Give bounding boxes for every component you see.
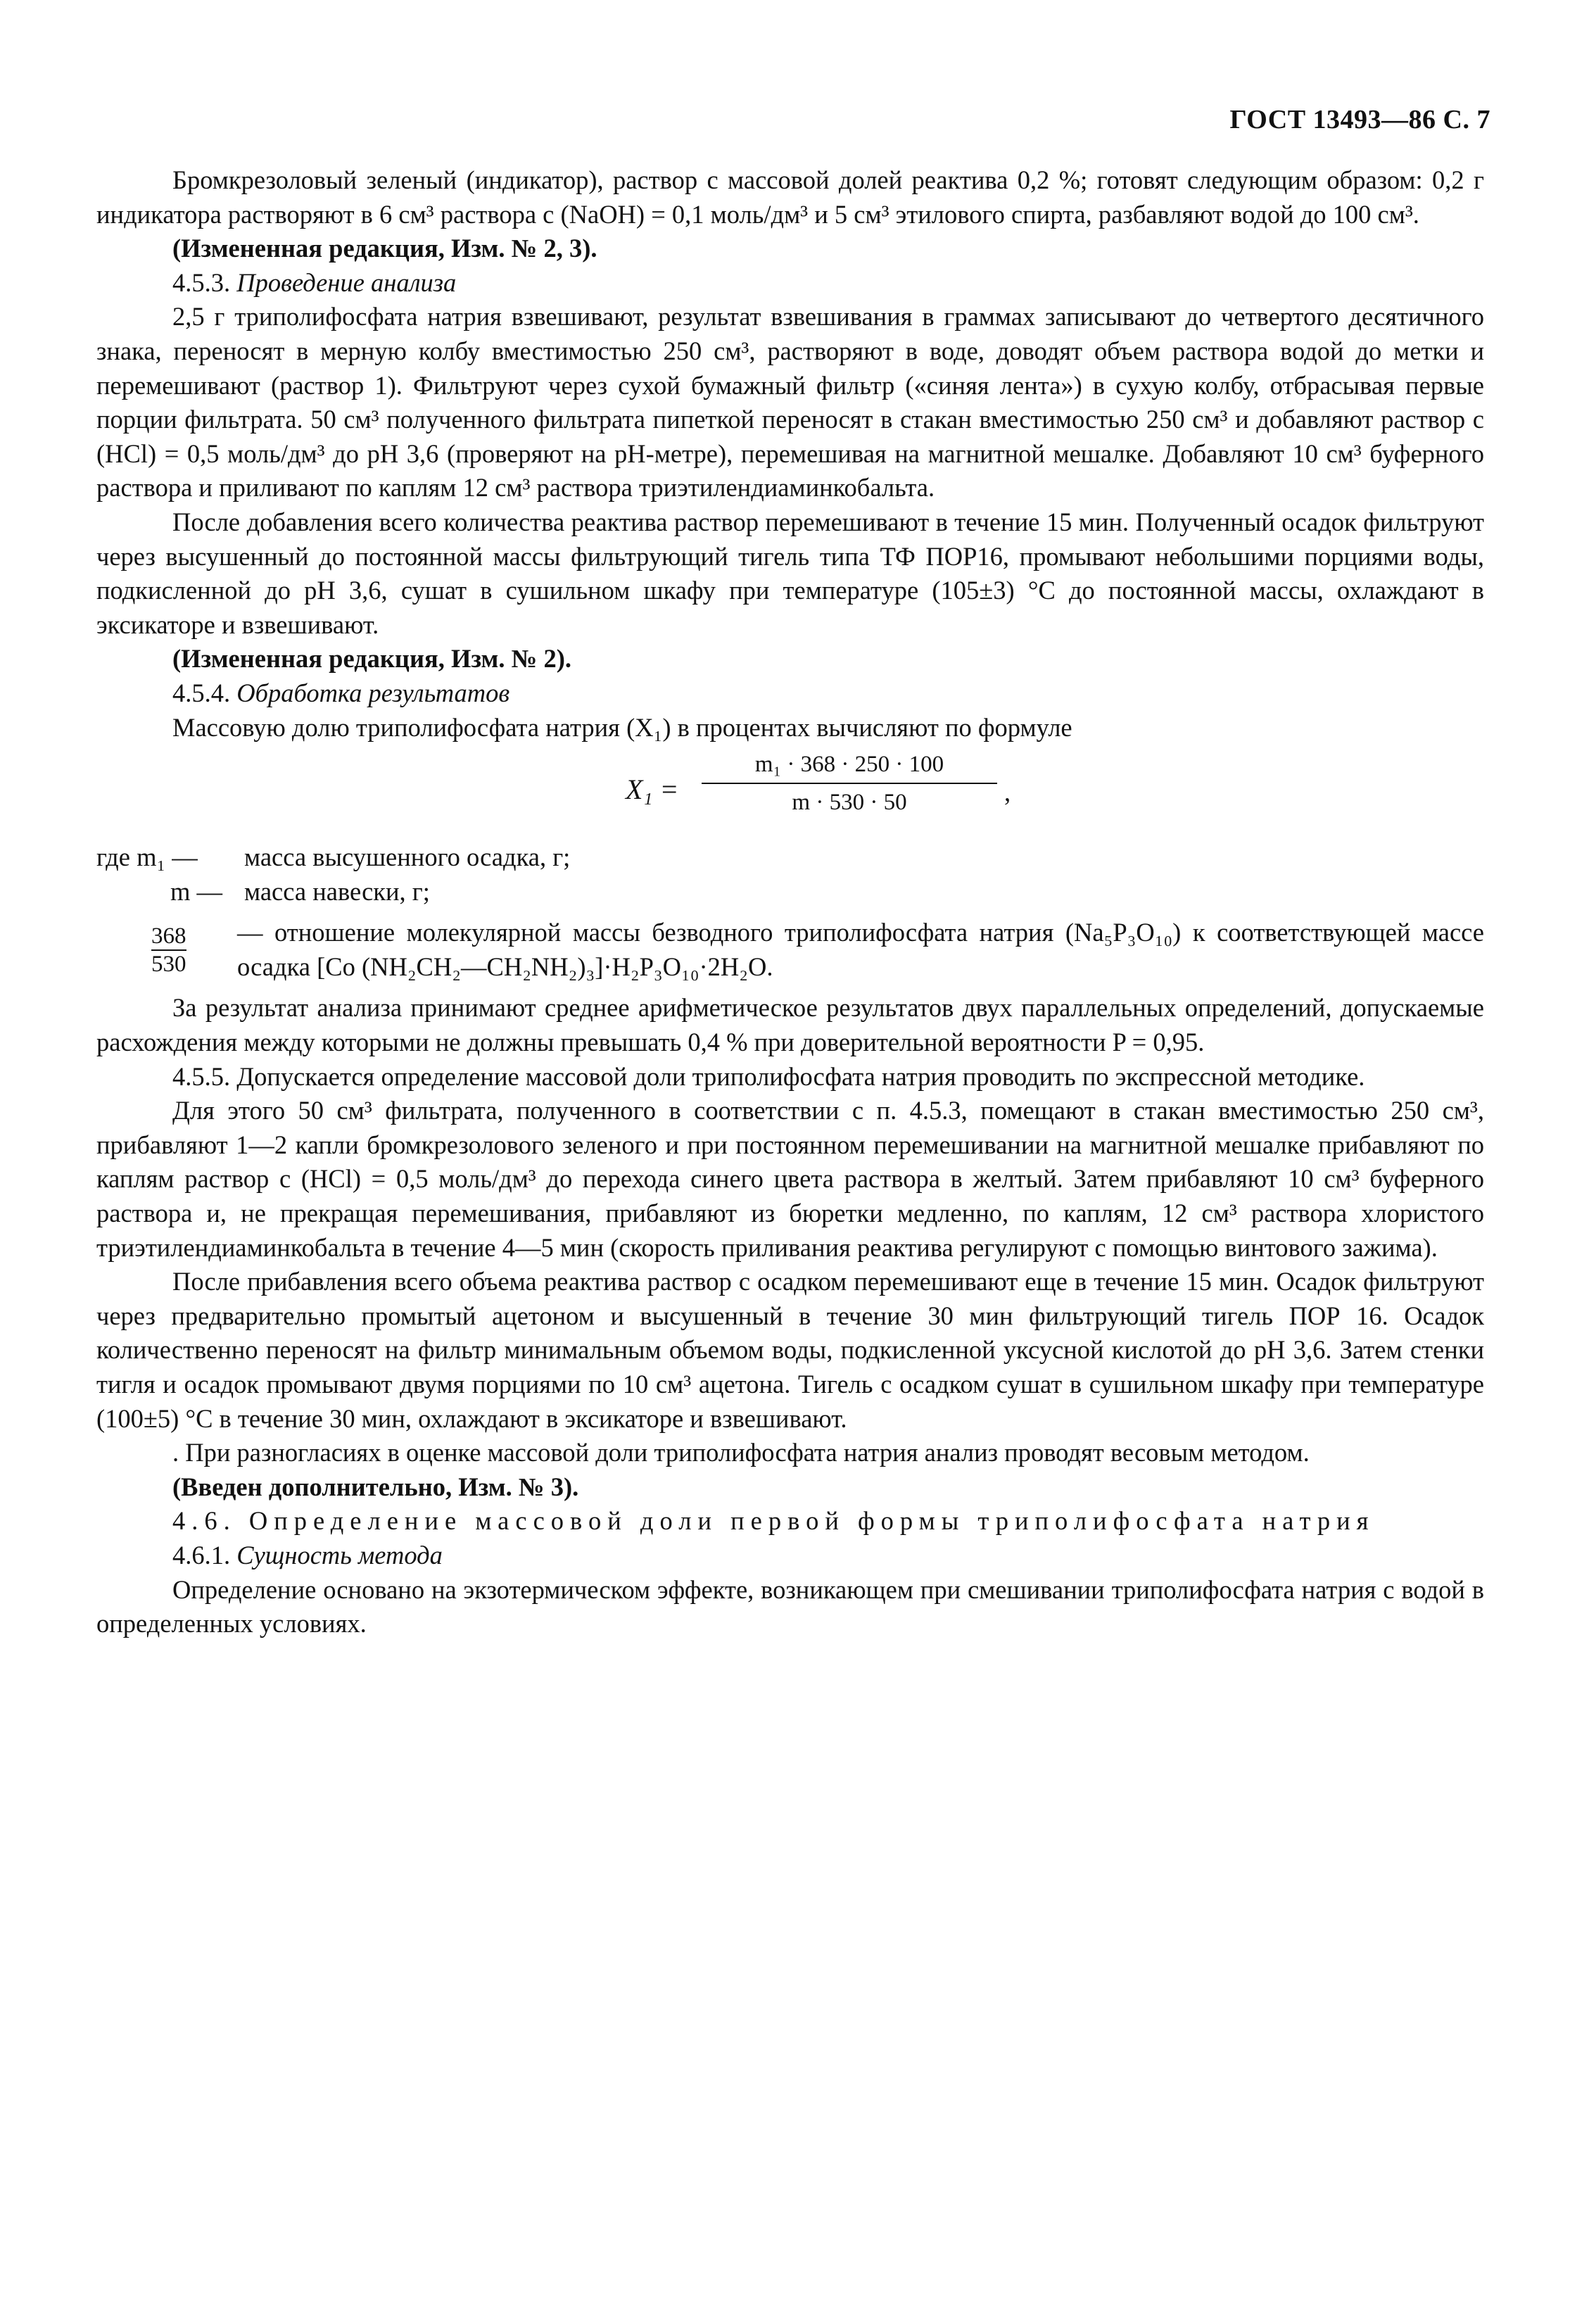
amendment-note: (Измененная редакция, Изм. № 2, 3). xyxy=(172,234,597,263)
legend-description: масса навески, г; xyxy=(244,876,430,906)
section-title: Сущность метода xyxy=(236,1540,443,1570)
paragraph-method-essence: Определение основано на экзотермическом эффекте, возникающем при смешивании триполифосфата натрия с водой в определенных условиях. xyxy=(96,1574,1484,1638)
formula-legend xyxy=(96,840,1484,984)
legend-description: — отношение молекулярной массы безводного триполифосфата натрия (Na₅P₃O₁₀) к соответствующей массе осадка [Co (NH₂CH₂—CH₂NH₂)₃]·H₂P₃O₁₀·2H₂O. xyxy=(237,918,1484,981)
formula-lhs: X₁ = xyxy=(626,773,679,806)
document-body xyxy=(96,163,1484,1641)
paragraph-express-procedure: Для этого 50 см³ фильтрата, полученного в соответствии с п. 4.5.3, помещают в стакан вместимостью 250 см³, прибавляют 1—2 капли бромкрезолового зеленого и при постоянном перемешивании на магнитной мешалке прибавляют по каплям раствор с (HCl) = 0,5 моль/дм³ до перехода синего цвета раствора в желтый. Затем прибавляют 10 см³ буферного раствора и, не прекращая перемешивания, прибавляют из бюретки медленно, по каплям, 12 см³ раствора хлористого триэтилендиаминкобальта в течение 4—5 мин (скорость приливания реактива регулируют с помощью винтового зажима). xyxy=(96,1096,1484,1262)
paragraph-formula-intro: Массовую долю триполифосфата натрия (X₁) в процентах вычисляют по формуле xyxy=(172,712,1072,742)
legend-term-m: m — xyxy=(170,876,223,906)
section-heading-4-6-1 xyxy=(96,1539,1484,1573)
ratio-numerator: 368 xyxy=(151,923,186,949)
legend-term-m1: m₁ — xyxy=(137,842,198,872)
amendment-note: (Измененная редакция, Изм. № 2). xyxy=(172,644,571,674)
paragraph-disagreement: . При разногласиях в оценке массовой доли триполифосфата натрия анализ проводят весовым методом. xyxy=(172,1438,1310,1467)
section-number: 4.5.4. xyxy=(172,678,231,707)
paragraph-indicator: Бромкрезоловый зеленый (индикатор), раствор с массовой долей реактива 0,2 %; готовят следующим образом: 0,2 г индикатора растворяют в 6 см³ раствора с (NaOH) = 0,1 моль/дм³ и 5 см³ этилового спирта, разбавляют водой до 100 см³. xyxy=(96,165,1484,229)
paragraph-result: За результат анализа принимают среднее арифметическое результатов двух параллельных определений, допускаемые расхождения между которыми не должны превышать 0,4 % при доверительной вероятности P = 0,95. xyxy=(96,993,1484,1057)
paragraph-precipitate: После прибавления всего объема реактива раствор с осадком перемешивают еще в течение 15 мин. Осадок фильтруют через предварительно промытый ацетоном и высушенный в течение 30 мин фильтрующий тигель ПОР 16. Осадок количественно переносят на фильтр минимальным объемом воды, подкисленной уксусной кислотой до pH 3,6. Затем стенки тигля и осадок промывают двумя порциями по 10 см³ ацетона. Тигель с осадком сушат в сушильном шкафу при температуре (100±5) °С в течение 30 мин, охлаждают в эксикаторе и взвешивают. xyxy=(96,1267,1484,1433)
paragraph-analysis: 2,5 г триполифосфата натрия взвешивают, результат взвешивания в граммах записывают до четвертого десятичного знака, переносят в мерную колбу вместимостью 250 см³, растворяют в воде, доводят объем раствора водой до метки и перемешивают (раствор 1). Фильтруют через сухой бумажный фильтр («синяя лента») в сухую колбу, отбрасывая первые порции фильтрата. 50 см³ полученного фильтрата пипеткой переносят в стакан вместимостью 250 см³ и добавляют раствор с (HCl) = 0,5 моль/дм³ до pH 3,6 (проверяют на pH-метре), перемешивая на магнитной мешалке. Добавляют 10 см³ буферного раствора и приливают по каплям 12 см³ раствора триэтилендиаминкобальта. xyxy=(96,302,1484,503)
legend-description: масса высушенного осадка, г; xyxy=(244,842,571,872)
legend-ratio xyxy=(151,923,186,978)
legend-row-ratio xyxy=(96,916,1484,984)
section-title: Обработка результатов xyxy=(236,678,510,707)
legend-intro: где xyxy=(96,842,130,872)
section-heading-4-5-4 xyxy=(96,676,1484,711)
amendment-note: (Введен дополнительно, Изм. № 3). xyxy=(172,1472,579,1501)
legend-row-m1 xyxy=(96,840,1484,875)
paragraph-filtration: После добавления всего количества реактива раствор перемешивают в течение 15 мин. Полученный осадок фильтруют через высушенный до постоянной массы фильтрующий тигель типа ТФ ПОР16, промывают небольшими порциями воды, подкисленной до pH 3,6, сушат в сушильном шкафу при температуре (105±3) °С до постоянной массы, охлаждают в эксикаторе и взвешивают. xyxy=(96,507,1484,639)
section-number: 4.5.3. xyxy=(172,267,231,297)
section-heading-4-6: 4.6. Определение массовой доли первой формы триполифосфата натрия xyxy=(172,1506,1375,1536)
section-title: Проведение анализа xyxy=(236,267,457,297)
formula-fraction xyxy=(702,749,997,818)
formula-numerator: m₁ · 368 · 250 · 100 xyxy=(754,752,944,778)
formula-block xyxy=(96,749,1484,832)
page-header: ГОСТ 13493—86 С. 7 xyxy=(1229,105,1490,134)
formula-comma: , xyxy=(1004,778,1011,807)
legend-term xyxy=(96,840,198,875)
ratio-denominator: 530 xyxy=(151,949,186,978)
section-number: 4.6.1. xyxy=(172,1540,231,1570)
paragraph-express-method: 4.5.5. Допускается определение массовой доли триполифосфата натрия проводить по экспрессной методике. xyxy=(172,1061,1365,1091)
legend-row-m xyxy=(96,875,1484,909)
section-heading-4-5-3 xyxy=(96,266,1484,301)
formula-denominator: m · 530 · 50 xyxy=(792,790,907,816)
